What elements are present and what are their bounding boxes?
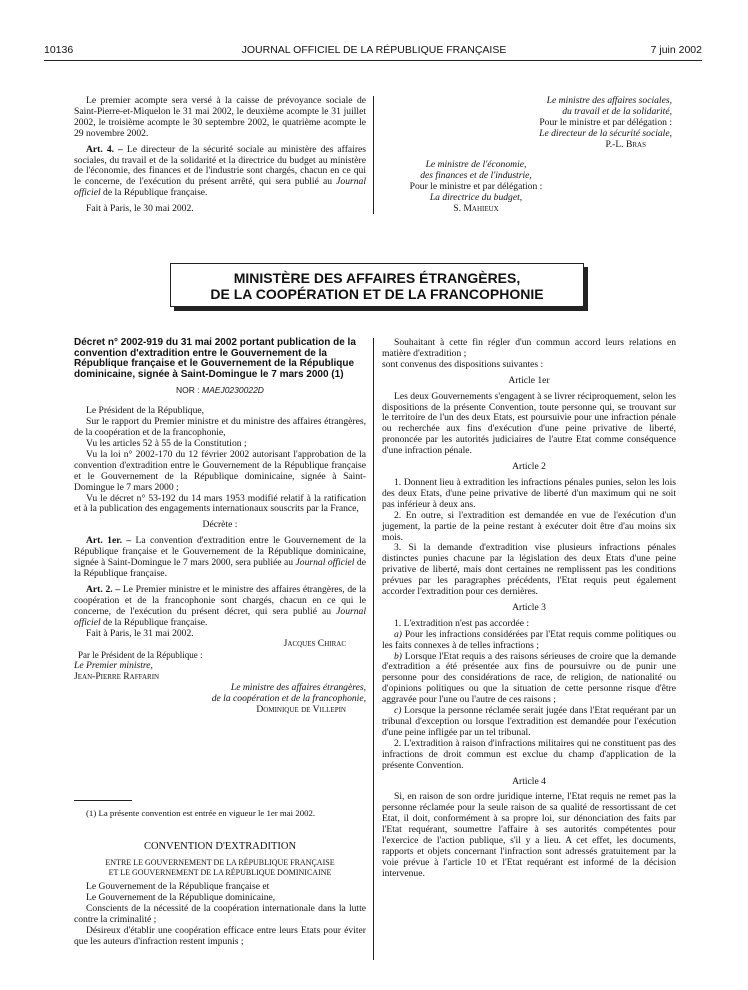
- convention-articles-column: Souhaitant à cette fin régler d'un commun accord leurs relations en matière d'extradition ; sont convenus des dispositions suivantes : Article 1er Les deux Gouvernements s'engagent à se livrer réciproquement, selon les dispositions de la présente Convention, toute personne qui, se trouvant sur le territoire de l'un des deux Etats, est poursuivie pour une infraction pénale ou recherchée aux fins d'exécution d'une peine privative de liberté, prononcée par les autorités judiciaires de l'autre Etat comme conséquence d'une infraction pénale. Article 2 1. Donnent lieu à extradition les infractions pénales punies, selon les lois des deux Etats, d'une peine privative de liberté d'un maximum qui ne soit pas inférieur à deux ans. 2. En outre, si l'extradition est demandée en vue de l'exécution d'un jugement, la partie de la peine restant à exécuter doit être d'au moins six mois. 3. Si la demande d'extradition vise plusieurs infractions pénales distinctes punies chacune par la législation des deux Etats d'une peine privative de liberté, mais dont certaines ne remplissent pas les conditions prévues par les paragraphes précédents, l'Etat requis peut également accorder l'extradition pour ces dernières. Article 3 1. L'extradition n'est pas accordée : a) Pour les infractions considérées par l'Etat requis comme politiques ou les faits connexes à de telles infractions ; b) Lorsque l'Etat requis a des raisons sérieuses de croire que la demande d'extradition a été présentée aux fins de poursuivre ou de punir une personne pour des considérations de race, de religion, de nationalité ou d'opinions politiques ou que la situation de cette personne risque d'être aggravée pour l'une ou l'autre de ces raisons ; c) Lorsque la personne réclamée serait jugée dans l'Etat requérant par un tribunal d'exception ou lorsque l'extradition est demandée pour l'exécution d'une peine infligée par un tel tribunal. 2. L'extradition à raison d'infractions militaires qui ne constituent pas des infractions de droit commun est exclue du champ d'application de la présente Convention. Article 4 Si, en raison de son ordre juridique interne, l'Etat requis ne remet pas la personne réclamée pour la seule raison de sa qualité de ressortissant de cet Etat, il doit, conformément à sa propre loi, sur dénonciation des faits par l'Etat requérant, soumettre l'affaire à ses autorités compétentes pour l'exercice de l'action publique, s'il y a lieu. A cet effet, les documents, rapports et objets concernant l'infraction sont adressés gratuitement par la voie prévue à l'article 10 et l'Etat requérant est informé de la décision intervenue.: [382, 337, 676, 879]
- decrete: Décrète :: [202, 519, 238, 531]
- decree-article-1: Art. 1er. – La convention d'extradition entre le Gouvernement de la République française et le Gouvernement de la République dominicaine, signée à Saint-Domingue le 7 mars 2000, sera publiée au Journal officiel de la République française.: [74, 535, 366, 579]
- ministry-heading: MINISTÈRE DES AFFAIRES ÉTRANGÈRES, DE LA COOPÉRATION ET DE LA FRANCOPHONIE: [170, 263, 584, 307]
- column-divider: [373, 96, 374, 214]
- nor-reference: NOR : MAEJ0230022D: [176, 385, 264, 396]
- article-heading: Article 3: [512, 601, 546, 613]
- top-right-signatures: Le ministre des affaires sociales, du travail et de la solidarité, Pour le ministre et par délégation : Le directeur de la sécurité sociale, P.-L. Bras: [384, 96, 672, 151]
- decree-article-2: Art. 2. – Le Premier ministre et le ministre des affaires étrangères, de la coopération et de la francophonie sont chargés, chacun en ce qui le concerne, de l'exécution du présent décret, qui sera publié au Journal officiel de la République française.: [74, 583, 366, 628]
- article-label: Art. 4. –: [86, 143, 123, 155]
- convention-column: CONVENTION D'EXTRADITION ENTRE LE GOUVERNEMENT DE LA RÉPUBLIQUE FRANÇAISE ET LE GOUVERNEMENT DE LA RÉPUBLIQUE DOMINICAINE Le Gouvernement de la République française et Le Gouvernement de la République dominicaine, Conscients de la nécessité de la coopération internationale dans la lutte contre la criminalité ; Désireux d'établir une coopération efficace entre leurs Etats pour éviter que les auteurs d'infraction restent impunis ;: [74, 841, 366, 947]
- signature-name: Jacques Chirac: [283, 638, 346, 650]
- footnote: (1) La présente convention est entrée en vigueur le 1er mai 2002.: [86, 808, 316, 818]
- article-heading: Article 4: [512, 775, 546, 787]
- article-heading: Article 2: [512, 461, 546, 473]
- column-divider: [373, 338, 374, 960]
- done-at: Fait à Paris, le 30 mai 2002.: [86, 203, 194, 215]
- page-date: 7 juin 2002: [650, 44, 702, 56]
- decree-title: Décret n° 2002-919 du 31 mai 2002 portant publication de la convention d'extradition entre le Gouvernement de la République française et le Gouvernement de la République dominicaine, signée à Saint-Domingue le 7 mars 2000 (1): [74, 337, 356, 380]
- signature-name: P.-L. Bras: [605, 138, 646, 150]
- signature-name: Jean-Pierre Raffarin: [74, 671, 160, 683]
- page-number: 10136: [44, 44, 74, 56]
- footnote-rule: [74, 800, 132, 801]
- header-rule: [44, 60, 702, 61]
- journal-title: JOURNAL OFFICIEL DE LA RÉPUBLIQUE FRANÇAISE: [241, 44, 507, 56]
- paragraph: Le premier acompte sera versé à la caisse de prévoyance sociale de Saint-Pierre-et-Miquelon le 31 mai 2002, le deuxième acompte le 31 juillet 2002, le troisième acompte le 30 septembre 2002, le quatrième acompte le 29 novembre 2002.: [74, 95, 366, 139]
- article-4: Art. 4. – Le directeur de la sécurité sociale au ministère des affaires sociales, du travail et de la solidarité et la directrice du budget au ministère de l'économie, des finances et de l'industrie sont chargés, chacun en ce qui le concerne, de l'exécution du présent arrêté, qui sera publié au Journal officiel de la République française.: [74, 143, 367, 199]
- decree-column: Décret n° 2002-919 du 31 mai 2002 portant publication de la convention d'extradition entre le Gouvernement de la République française et le Gouvernement de la République dominicaine, signée à Saint-Domingue le 7 mars 2000 (1) NOR : MAEJ0230022D Le Président de la République, Sur le rapport du Premier ministre et du ministre des affaires étrangères, de la coopération et de la francophonie, Vu les articles 52 à 55 de la Constitution ; Vu la loi n° 2002-170 du 12 février 2002 autorisant l'approbation de la convention d'extradition entre le Gouvernement de la République française et le Gouvernement de la République dominicaine, signée à Saint-Domingue le 7 mars 2000 ; Vu le décret n° 53-192 du 14 mars 1953 modifié relatif à la ratification et à la publication des engagements internationaux souscrits par la France, Décrète : Art. 1er. – La convention d'extradition entre le Gouvernement de la République française et le Gouvernement de la République dominicaine, signée à Saint-Domingue le 7 mars 2000, sera publiée au Journal officiel de la République française. Art. 2. – Le Premier ministre et le ministre des affaires étrangères, de la coopération et de la francophonie sont chargés, chacun en ce qui le concerne, de l'exécution du présent décret, qui sera publié au Journal officiel de la République française. Fait à Paris, le 31 mai 2002. Jacques Chirac Par le Président de la République : Le Premier ministre, Jean-Pierre Raffarin Le ministre des affaires étrangères, de la coopération et de la francophonie, Dominique de Villepin: [74, 337, 366, 715]
- top-left-column: [74, 96, 366, 215]
- top-right-signatures-2: Le ministre de l'économie, des finances et de l'industrie, Pour le ministre et par délégation : La directrice du budget, S. Mahieux: [384, 160, 568, 215]
- signature-name: S. Mahieux: [453, 202, 499, 214]
- article-heading: Article 1er: [508, 374, 550, 386]
- convention-title: CONVENTION D'EXTRADITION: [143, 841, 297, 852]
- signature-name: Dominique de Villepin: [256, 703, 346, 715]
